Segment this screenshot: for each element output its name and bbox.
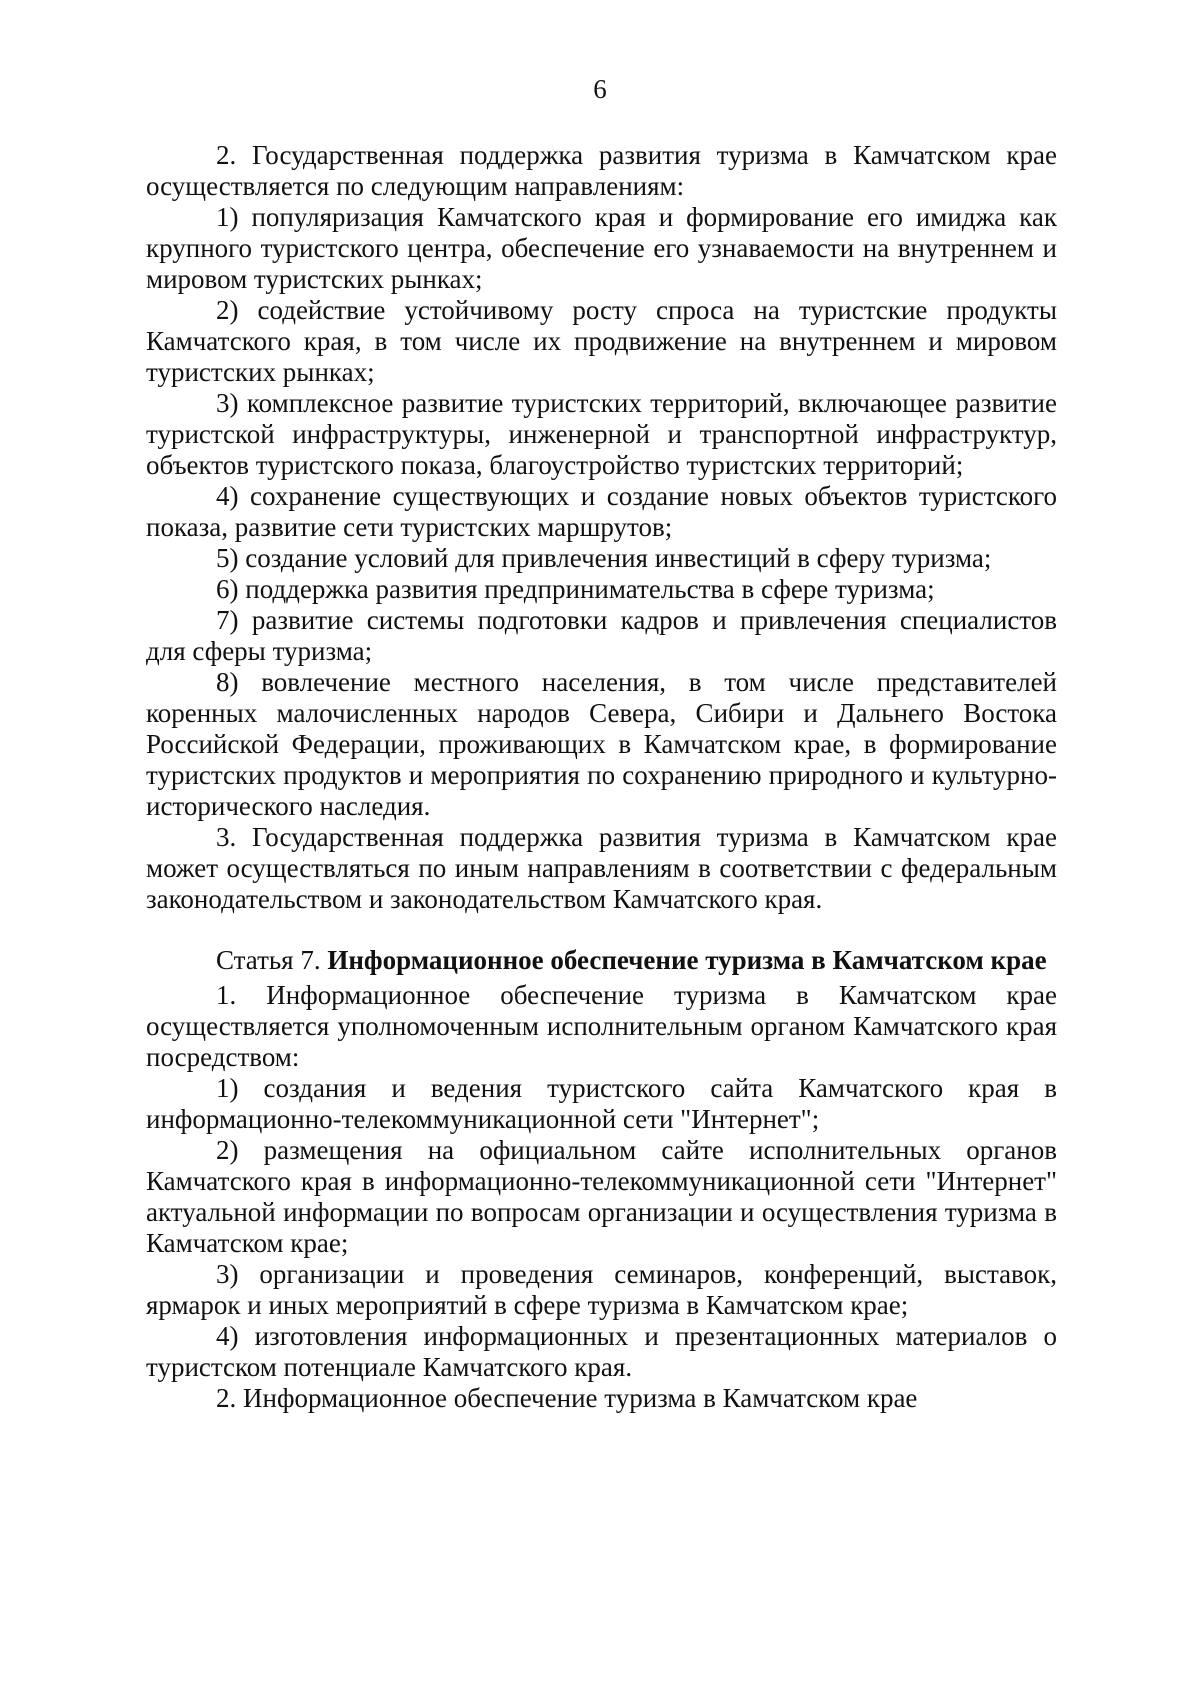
article-list-item-3: 3) организации и проведения семинаров, конференций, выставок, ярмарок и иных мероприятий в сфере туризма в Камчатском крае; [146,1259,1057,1320]
article-prefix: Статья 7. [216,945,328,975]
list-item-8: 8) вовлечение местного населения, в том числе представителей коренных малочисленных народов Севера, Сибири и Дальнего Востока Российской Федерации, проживающих в Камчатском крае, в формирование туристских продуктов и мероприятия по сохранению природного и культурно-исторического наследия. [146,667,1057,821]
article-title: Информационное обеспечение туризма в Камчатском крае [327,945,1047,975]
article-paragraph-2: 2. Информационное обеспечение туризма в Камчатском крае [216,1383,918,1413]
article-heading [146,945,1057,976]
article-paragraph-1: 1. Информационное обеспечение туризма в Камчатском крае осуществляется уполномоченным исполнительным органом Камчатского края посредством: [146,980,1057,1072]
list-item-4: 4) сохранение существующих и создание новых объектов туристского показа, развитие сети туристских маршрутов; [146,481,1057,542]
page-number: 6 [593,74,607,104]
list-item-7: 7) развитие системы подготовки кадров и привлечения специалистов для сферы туризма; [146,605,1057,666]
article-list-item-1: 1) создания и ведения туристского сайта Камчатского края в информационно-телекоммуникационной сети "Интернет"; [146,1073,1057,1134]
article-list-item-4: 4) изготовления информационных и презентационных материалов о туристском потенциале Камчатского края. [146,1321,1057,1382]
list-item-6: 6) поддержка развития предпринимательства в сфере туризма; [216,574,935,604]
list-item-2: 2) содействие устойчивому росту спроса на туристские продукты Камчатского края, в том числе их продвижение на внутреннем и мировом туристских рынках; [146,295,1057,387]
document-body [146,140,1057,1414]
list-item-3: 3) комплексное развитие туристских территорий, включающее развитие туристской инфраструктуры, инженерной и транспортной инфраструктур, объектов туристского показа, благоустройство туристских территорий; [146,388,1057,480]
list-item-1: 1) популяризация Камчатского края и формирование его имиджа как крупного туристского центра, обеспечение его узнаваемости на внутреннем и мировом туристских рынках; [146,202,1057,294]
paragraph-2: 2. Государственная поддержка развития туризма в Камчатском крае осуществляется по следующим направлениям: [146,140,1057,201]
article-list-item-2: 2) размещения на официальном сайте исполнительных органов Камчатского края в информационно-телекоммуникационной сети "Интернет" актуальной информации по вопросам организации и осуществления туризма в Камчатском крае; [146,1135,1057,1258]
paragraph-3: 3. Государственная поддержка развития туризма в Камчатском крае может осуществляться по иным направлениям в соответствии с федеральным законодательством и законодательством Камчатского края. [146,822,1057,914]
list-item-5: 5) создание условий для привлечения инвестиций в сферу туризма; [216,543,992,573]
